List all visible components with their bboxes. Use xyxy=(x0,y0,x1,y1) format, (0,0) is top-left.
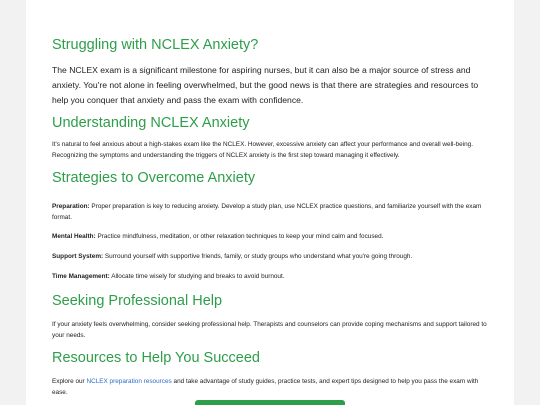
resources-text-after: and take advantage of study guides, practice tests, and expert tips designed to help you pass the exam with ease. xyxy=(52,378,479,396)
resources-text-before: Explore our xyxy=(52,378,87,385)
strategy-label: Time Management: xyxy=(52,273,110,280)
strategy-text: Surround yourself with supportive friends, family, or study groups who understand what you're going through. xyxy=(103,253,413,260)
understanding-paragraph: It's natural to feel anxious about a high-stakes exam like the NCLEX. However, excessive anxiety can affect your performance and overall well-being. Recognizing the symptoms and understanding the triggers of NCLEX anxiety is the first step toward managing it effectively. xyxy=(52,141,473,159)
strategy-label: Support System: xyxy=(52,253,104,260)
strategy-text: Proper preparation is key to reducing anxiety. Develop a study plan, use NCLEX practice questions, and familiarize yourself with the exam format. xyxy=(52,203,482,221)
strategy-text: Practice mindfulness, meditation, or other relaxation techniques to keep your mind calm and focused. xyxy=(95,233,384,240)
nclex-resources-link[interactable]: NCLEX preparation resources xyxy=(86,378,172,385)
article-title: Struggling with NCLEX Anxiety? xyxy=(52,37,259,53)
seeking-help-heading: Seeking Professional Help xyxy=(52,293,223,309)
intro-paragraph: The NCLEX exam is a significant milestone for aspiring nurses, but it can also be a major source of stress and anxiety. You're not alone in feeling overwhelmed, but the good news is that there are strategies and resources to help you conquer that anxiety and pass the exam with confidence. xyxy=(52,65,479,105)
strategy-mental-health xyxy=(52,231,492,242)
seeking-help-paragraph: If your anxiety feels overwhelming, consider seeking professional help. Therapists and counselors can provide coping mechanisms and support tailored to your needs. xyxy=(52,321,487,339)
understanding-heading: Understanding NCLEX Anxiety xyxy=(52,115,250,131)
strategy-preparation xyxy=(52,201,492,223)
article xyxy=(52,36,492,398)
strategy-label: Preparation: xyxy=(52,203,90,210)
cta-button[interactable] xyxy=(195,400,345,405)
strategies-heading: Strategies to Overcome Anxiety xyxy=(52,170,256,186)
strategy-label: Mental Health: xyxy=(52,233,96,240)
strategy-time-management xyxy=(52,271,492,282)
resources-paragraph xyxy=(52,376,492,398)
strategy-text: Allocate time wisely for studying and breaks to avoid burnout. xyxy=(109,273,285,280)
page xyxy=(26,0,514,405)
resources-heading: Resources to Help You Succeed xyxy=(52,350,260,366)
strategy-support-system xyxy=(52,251,492,262)
